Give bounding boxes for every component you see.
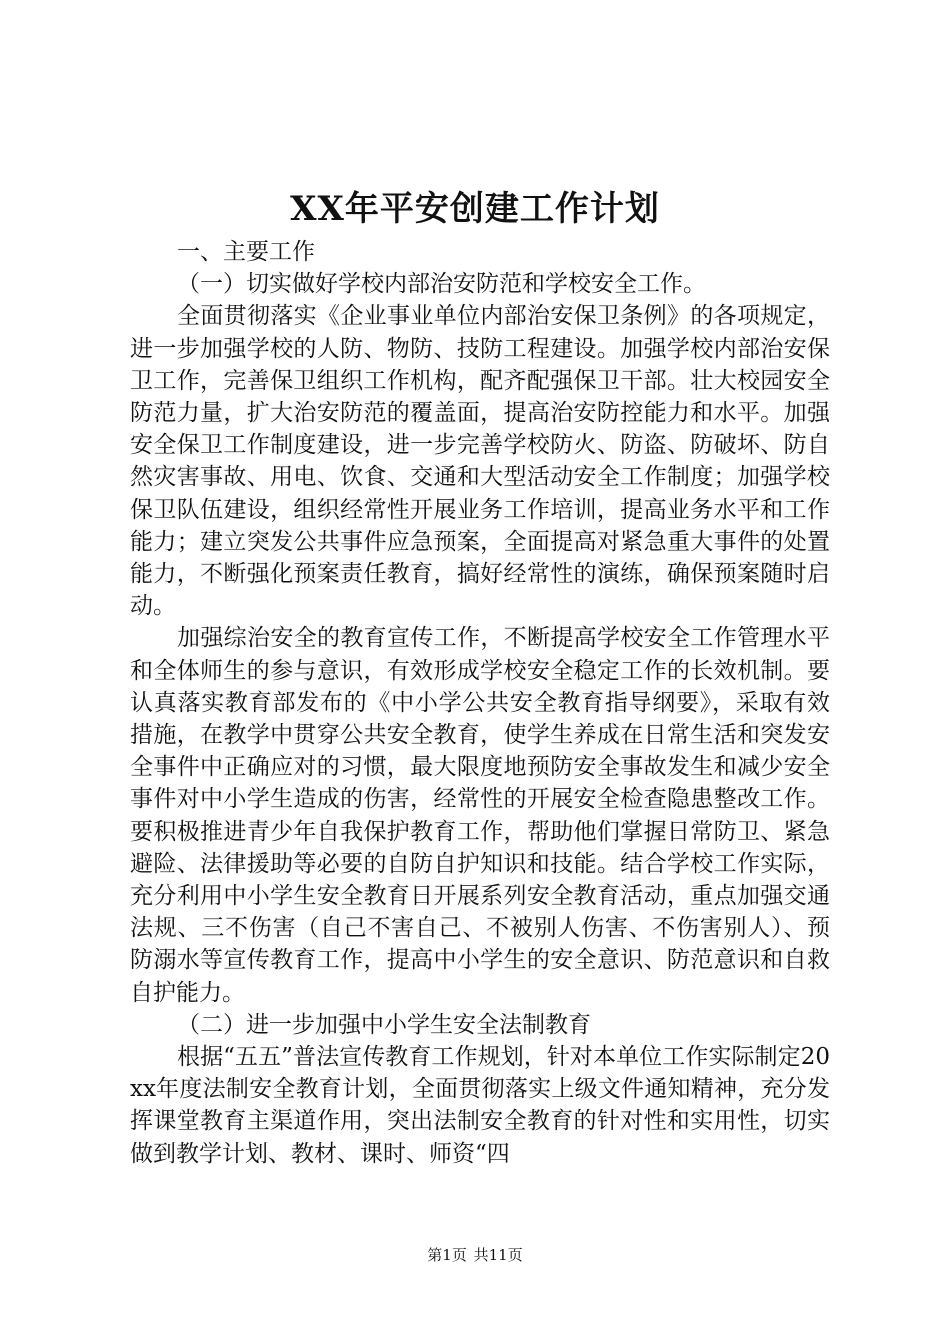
page-footer <box>0 1244 950 1266</box>
paragraph-security-regulations: 全面贯彻落实《企业事业单位内部治安保卫条例》的各项规定，进一步加强学校的人防、物防、技防工程建设。加强学校内部治安保卫工作，完善保卫组织工作机构，配齐配强保卫干部。壮大校园安全防范力量，扩大治安防范的覆盖面，提高治安防控能力和水平。加强安全保卫工作制度建设，进一步完善学校防火、防盗、防破坏、防自然灾害事故、用电、饮食、交通和大型活动安全工作制度；加强学校保卫队伍建设，组织经常性开展业务工作培训，提高业务水平和工作能力；建立突发公共事件应急预案，全面提高对紧急重大事件的处置能力，不断强化预案责任教育，搞好经常性的演练，确保预案随时启动。 <box>130 303 830 620</box>
paragraph-safety-education: 加强综治安全的教育宣传工作，不断提高学校安全工作管理水平和全体师生的参与意识，有效形成学校安全稳定工作的长效机制。要认真落实教育部发布的《中小学公共安全教育指导纲要》，采取有效措施，在教学中贯穿公共安全教育，使学生养成在日常生活和突发安全事件中正确应对的习惯，最大限度地预防安全事故发生和减少安全事件对中小学生造成的伤害，经常性的开展安全检查隐患整改工作。要积极推进青少年自我保护教育工作，帮助他们掌握日常防卫、紧急避险、法律援助等必要的自防自护知识和技能。结合学校工作实际，充分利用中小学生安全教育日开展系列安全教育活动，重点加强交通法规、三不伤害（自己不害自己、不被别人伤害、不伤害别人）、预防溺水等宣传教育工作，提高中小学生的安全意识、防范意识和自救自护能力。 <box>130 625 830 1006</box>
document-title: XX年平安创建工作计划 <box>290 189 660 229</box>
subsection-heading-1: （一）切实做好学校内部治安防范和学校安全工作。 <box>177 271 706 298</box>
page-total: 共11页 <box>473 1246 523 1264</box>
document-body <box>130 236 830 1170</box>
paragraph-legal-education: 根据“五五”普法宣传教育工作规划，针对本单位工作实际制定20xx年度法制安全教育计划，全面贯彻落实上级文件通知精神，充分发挥课堂教育主渠道作用，突出法制安全教育的针对性和实用性，切实做到教学计划、教材、课时、师资“四 <box>130 1044 830 1167</box>
page-number: 第1页 <box>427 1246 467 1264</box>
section-heading-main-work: 一、主要工作 <box>177 239 315 265</box>
subsection-heading-2: （二）进一步加强中小学生安全法制教育 <box>177 1011 591 1038</box>
